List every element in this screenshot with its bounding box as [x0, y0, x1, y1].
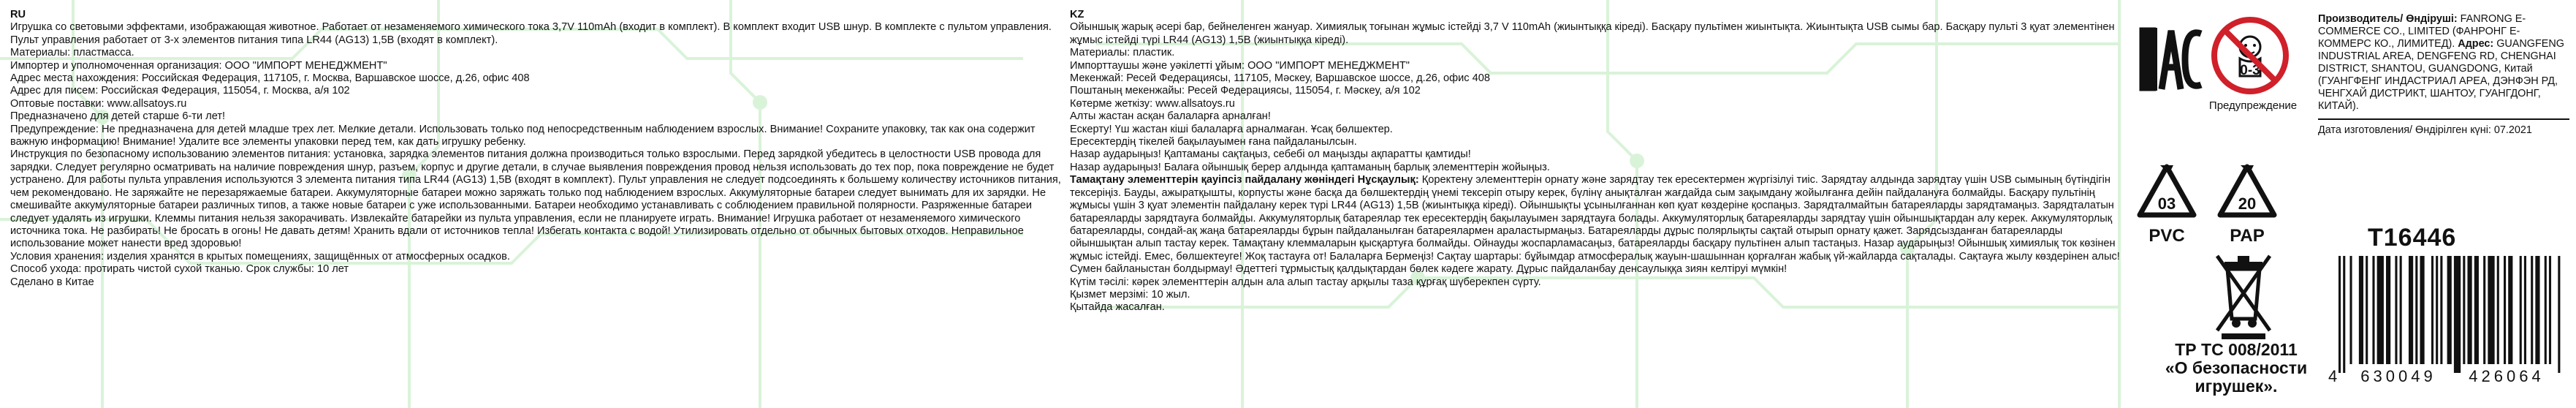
barcode-group-1: 630049 — [2360, 367, 2436, 385]
barcode-bar — [2343, 256, 2345, 373]
kz-importer: Импорттаушы және уәкілетті ұйым: ООО "ИМПОРТ МЕНЕДЖМЕНТ" — [1070, 59, 1410, 72]
kz-heading: KZ — [1070, 9, 1084, 20]
kz-text-block — [1070, 9, 2122, 314]
barcode-group-2: 426064 — [2469, 367, 2545, 385]
barcode-bar — [2359, 256, 2363, 364]
barcode-bar — [2349, 256, 2352, 364]
kz-description: Ойыншық жарық әсері бар, бейнеленген жануар. Химиялық тоғынан жұмыс істейді 3,7 V 110mAh (жиынтыққа кіреді). Басқару пультімен жиынтықта. Жиынтықта USB сымы бар. Басқару пульті 3 қуат элементінен жұмыс істейді түрі LR44 (AG13) 1,5В (жиынтыққа кіреді). — [1070, 21, 2115, 46]
age-restriction-icon — [2211, 16, 2290, 95]
barcode-bar — [2558, 256, 2560, 373]
ru-importer: Импортер и уполномоченная организация: ООО "ИМПОРТ МЕНЕДЖМЕНТ" — [10, 59, 387, 72]
barcode-bar — [2400, 256, 2402, 364]
sku-code: T16446 — [2368, 224, 2457, 252]
ru-mail-address: Адрес для писем: Российская Федерация, 115054, г. Москва, а/я 102 — [10, 85, 350, 97]
barcode-bar — [2409, 256, 2413, 364]
barcode-bar — [2549, 256, 2551, 364]
kz-supervision: Ересектердің тікелей бақылауымен ғана пайдаланылсын. — [1070, 136, 1357, 148]
kz-materials: Материалы: пластик. — [1070, 47, 1175, 59]
ru-care: Способ ухода: протирать чистой сухой тканью. Срок службы: 10 лет — [10, 263, 349, 276]
kz-remove-package: Назар аударыңыз! Балаға ойыншық берер алдында қаптаманың барлық элементтерін жойыңыз. — [1070, 161, 1550, 173]
ru-made-in: Сделано в Китае — [10, 276, 94, 288]
barcode-bar — [2488, 256, 2494, 364]
barcode-bar — [2366, 256, 2368, 364]
barcode-bar — [2415, 256, 2417, 364]
ru-text-block — [10, 9, 1070, 289]
barcode-bar — [2483, 256, 2485, 364]
manufacture-date: Дата изготовления/ Өндірілген күні: 07.2021 — [2318, 124, 2532, 136]
tr-ts-regulation — [2163, 341, 2309, 396]
ru-wholesale: Оптовые поставки: www.allsatoys.ru — [10, 97, 187, 110]
barcode-bar — [2531, 256, 2533, 364]
barcode-bar — [2474, 256, 2479, 364]
kz-battery-heading: Тамақтану элементтерін қауіпсіз пайдалану жөніндегі Нұсқаулық: — [1070, 174, 1419, 186]
barcode-bar — [2338, 256, 2341, 373]
recycle-pap-number: 20 — [2238, 194, 2257, 213]
barcode-bar — [2420, 256, 2424, 364]
barcode-bar — [2386, 256, 2390, 364]
ru-warning: Предупреждение: Не предназначена для детей младше трех лет. Мелкие детали. Использовать только под непосредственным наблюдением взрослых. Внимание! Сохраните упаковку, так как она содержит важную информацию! Внимание! Удалите все элементы упаковки перед тем, как дать игрушку ребенку. — [10, 123, 1036, 148]
barcode-bar — [2467, 256, 2471, 364]
ru-description: Игрушка со световыми эффектами, изображающая животное. Работает от незаменяемого химического тока 3,7V 110mAh (входит в комплект). В комплект входит USB шнур. В комплекте с пультом управления. Пульт управления работает от 3-х элементов питания типа LR44 (AG13) 1,5В (входят в комплект). — [10, 21, 1052, 46]
barcode-bar — [2436, 256, 2438, 364]
barcode-bar — [2463, 256, 2465, 364]
recycle-pap-label: PAP — [2230, 226, 2265, 246]
recycle-pvc-label: PVC — [2148, 226, 2185, 246]
barcode-bar — [2520, 256, 2522, 364]
tr-ts-line-2: «О безопасности — [2165, 358, 2308, 377]
manufacturer-block — [2318, 13, 2569, 137]
barcode-bar — [2497, 256, 2499, 364]
barcode-bar — [2377, 256, 2384, 364]
kz-wholesale: Көтерме жеткізу: www.allsatoys.ru — [1070, 97, 1235, 110]
ru-materials: Материалы: пластмасса. — [10, 47, 134, 59]
barcode-bar — [2447, 256, 2452, 364]
divider — [2318, 118, 2569, 120]
barcode-bar — [2508, 256, 2512, 364]
address-label: Адрес: — [2458, 38, 2494, 50]
age-label: 0-3 — [2240, 63, 2260, 78]
manufacturer-info — [2318, 13, 2569, 113]
manufacturer-name: FANRONG E-COMMERCE CO., LIMITED (ФАНРОНГ Е-КОММЕРС КО., ЛИМИТЕД). — [2318, 13, 2526, 50]
recycle-pvc-icon — [2134, 161, 2200, 249]
recycle-pap-icon — [2214, 161, 2280, 249]
barcode-first-digit: 4 — [2328, 367, 2338, 385]
warning-label: Предупреждение — [2208, 99, 2298, 112]
barcode-bar — [2372, 256, 2374, 364]
ru-battery-instructions: Инструкция по безопасному использованию элементов питания: установка, зарядка элементов питания должна производиться только взрослыми. Перед зарядкой убедитесь в целостности USB провода для зарядки. Следует регулярно осматривать на наличие повреждения шнур, разъем, корпус и другие детали, в случае выявления повреждения провод нельзя использовать до тех пор, пока повреждение не будет устранено. Для работы пульта управления используются 3 элемента питания типа LR44 (AG13) 1,5В (входят в комплект). Пульт управления не следует подсоединять к большему количеству источников питания, чем рекомендовано. Не заряжайте не перезаряжаемые батареи. Аккумуляторные батареи можно заряжать только под наблюдением взрослых. Аккумуляторные батареи следует вынимать для их зарядки. Не смешивайте аккумуляторные батареи различных типов, а также новые батареи с уже использованными. Батареи необходимо устанавливать с соблюдением правильной полярности. Разряженные батареи следует удалять из игрушки. Клеммы питания нельзя закорачивать. Извлекайте батарейки из пульта управления, если не планируете играть. Внимание! Игрушка работает от незаменяемого химического источника тока. Не разбирать! Не бросать в огонь! Не давать детям! Хранить вдали от источников тепла! Избегать контакта с водой! Утилизировать отдельно от обычных бытовых отходов. Неправильное использование может нанести вред здоровью! — [10, 148, 1061, 250]
barcode-bar — [2535, 256, 2539, 364]
barcode-bar — [2504, 256, 2506, 364]
barcode — [2322, 256, 2571, 388]
kz-care: Күтім тәсілі: кәрек элементтерін алдын ала алып тастау арқылы таза құрғақ шүберекпен сүрту. — [1070, 276, 1541, 288]
recycle-pvc-number: 03 — [2157, 194, 2176, 213]
barcode-bar — [2395, 256, 2397, 364]
kz-mail-address: Поштаның мекенжайы: Ресей Федерациясы, 115054, г. Мәскеу, а/я 102 — [1070, 85, 1421, 97]
crossed-bin-icon — [2207, 246, 2280, 341]
barcode-bar — [2431, 256, 2433, 364]
kz-age: Алты жастан асқан балаларға арналған! — [1070, 110, 1271, 123]
manufacturer-address: GUANGFENG INDUSTRIAL AREA, DENGFENG RD, CHENGHAI DISTRICT, SHANTOU, GUANGDONG, Китай (ГУАНГФЕНГ ИНДАСТРИАЛ АРЕА, ДЭНФЭН РД, ЧЕНГХАЙ ДИСТРИКТ, ШАНТОУ, ГУАНГДОНГ, КИТАЙ). — [2318, 38, 2564, 112]
kz-battery-body: Қоректену элементтерін орнату және зарядтау тек ересектермен жүргізілуі тиіс. Зарядтау алдында зарядтау үшін USB сымының бүтіндігін тексеріңіз. Бауды, ажыратқышты, корпусты және басқа да бөлшектердің үнемі тексеріп отыру керек, бүлінү анықталған жағдайда сым зақымдану жойылғанға дейін пайдалануға болмайды. Басқару пультінің жұмысы үшін 3 қуат элементін пайдалану керек түрі LR44 (AG13) 1,5В (жиынтыққа кіреді). Ойыншықты ұсынылғаннан көп қуат көздеріне қоспаңыз. Зарядталмайтын батареяларды зарядтамаңыз. Зарядталатын батареяларды зарядтауға болмайды. Аккумуляторлық батареялар тек ересектердің бақылауымен зарядтауға болады. Аккумуляторлық батареяларды зарядтау үшін ойыншықтардан алу керек. Аккумуляторлық батареяларды, сондай-ақ жаңа батареяларды бұрын пайдаланылған батареялармен араластырмаңыз. Батареяларды дұрыс полярлықты сақтай отырып орнату қажет. Зарядсызданған батареяларды ойыншықтан алып тастау керек. Тамақтану клеммаларын қысқартуға болмайды. Ойнауды жоспарламасаңыз, батареяларды басқару пультінен алып тастаңыз. Назар аударыңыз! Ойыншық химиялық ток көзінен жұмыс істейді. Емес, бөлшектеуге! Жоқ тастауға от! Балаларға Бермеңіз! Сақтау шартары: бұйымдар атмосфералық жауын-шашыннан қорғалған жабық үй-жайларда сақталады. Сақтауға жылу көздерінен алыс! Сумен байланыстан болдырмау! Әдеттегі тұрмыстық қалдықтардан бөлек кәдеге жарату. Дұрыс пайдаланбау денсаулыққа зиян келтіруі мүмкін! — [1070, 174, 2120, 276]
barcode-bar — [2440, 256, 2442, 364]
manufacturer-label: Производитель/ Өндіруші: — [2318, 13, 2458, 25]
ru-heading: RU — [10, 9, 26, 20]
kz-warning: Ескерту! Үш жастан кіші балаларға арналмаған. Ұсақ бөлшектер. — [1070, 123, 1393, 135]
barcode-bar — [2545, 256, 2547, 364]
eac-mark-icon — [2138, 25, 2204, 94]
barcode-bar — [2524, 256, 2526, 364]
ru-address: Адрес места нахождения: Российская Федерация, 117105, г. Москва, Варшавское шоссе, д.26, офис 408 — [10, 72, 530, 85]
ru-age: Предназначено для детей старше 6-ти лет! — [10, 110, 226, 123]
tr-ts-line-1: ТР ТС 008/2011 — [2175, 340, 2298, 359]
barcode-bar — [2454, 256, 2461, 373]
ru-storage: Условия хранения: изделия хранятся в крытых помещениях, защищённых от атмосферных осадков. — [10, 250, 510, 262]
kz-battery-instructions — [1070, 174, 2122, 276]
kz-address: Мекенжай: Ресей Федерациясы, 117105, Мәскеу, Варшавское шоссе, д.26, офис 408 — [1070, 72, 1490, 85]
kz-made-in: Қытайда жасалған. — [1070, 301, 1165, 314]
tr-ts-line-3: игрушек». — [2195, 377, 2278, 396]
kz-service-life: Қызмет мерзімі: 10 жыл. — [1070, 288, 1190, 301]
kz-keep-package: Назар аударыңыз! Қаптаманы сақтаңыз, себебі ол маңызды ақпаратты қамтиды! — [1070, 148, 1471, 161]
